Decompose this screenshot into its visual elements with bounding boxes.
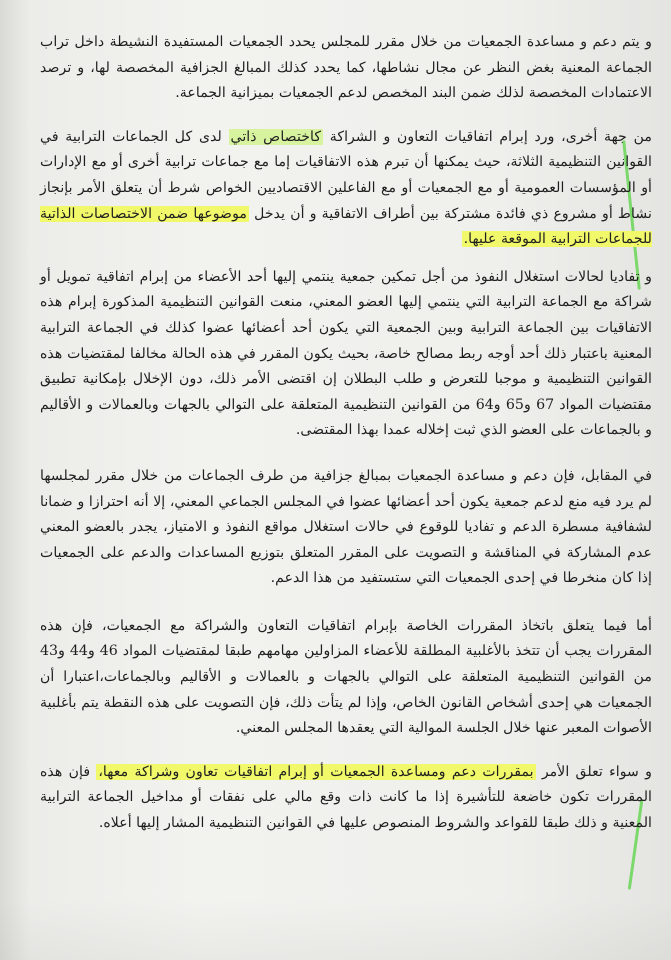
- green-highlight-text: كاختصاص ذاتي: [230, 128, 322, 145]
- page-shadow: [0, 900, 671, 960]
- paragraph-lump-sum-support: [40, 464, 652, 592]
- paragraph-text: و تفاديا لحالات استغلال النفوذ من أجل تمكين جمعية ينتمي إليها أحد الأعضاء من إبرام اتفاقية تمويل أو شراكة مع الجماعة الترابية التي ينتمي إليها العضو المعني، منعت القوانين التنظيمية المذكورة إبرام هذه الاتفاقيات بين الجماعة الترابية وبين الجمعية التي يكون أحد أعضائها عضوا كذلك في الجماعة الترابية المعنية باعتبار ذلك أحد أوجه ربط مصالح خاصة، بحيث يكون المقرر في هذه الحالة مخالفا لمقتضيات هذه القوانين التنظيمية و موجبا للتعرض و طلب البطلان إن اقتضى الأمر ذلك، دون الإخلال بإمكانية تطبيق مقتضيات المواد 67 و65 و64 من القوانين التنظيمية المتعلقة على التوالي بالجهات وبالعمالات و الأقاليم و بالجماعات على العضو الذي ثبت إخلاله عمدا بهذا المقتضى.: [40, 268, 652, 439]
- paragraph-text: أما فيما يتعلق باتخاذ المقررات الخاصة بإبرام اتفاقيات التعاون والشراكة مع الجمعيات، فإن هذه المقررات يجب أن تتخذ بالأغلبية المطلقة للأعضاء المزاولين مهامهم طبقا لمقتضيات المواد 46 و44 و43 من القوانين التنظيمية المتعلقة على التوالي بالجهات و بالعمالات و الأقاليم وبالجماعات،اعتبارا أن الجمعيات هي إحدى أشخاص القانون الخاص، وإذا لم يتأت ذلك، فإن التصويت على هذه النقطة يتم بأغلبية الأصوات المعبر عنها خلال الجلسة الموالية التي يعقدها المجلس المعني.: [40, 617, 652, 737]
- paragraph-support-decision: [40, 30, 652, 107]
- paragraph-text: و يتم دعم و مساعدة الجمعيات من خلال مقرر للمجلس يحدد الجمعيات المستفيدة النشيطة داخل تراب الجماعة المعنية بغض النظر عن مجال نشاطها، كما يحدد كذلك المبالغ الجزافية المخصصة لها، و ترصد الاعتمادات المخصصة لذلك ضمن البند المخصص لدعم الجمعيات بميزانية الجماعة.: [40, 34, 652, 102]
- paragraph-text: لدى كل الجماعات الترابية في القوانين التنظيمية الثلاثة، حيث يمكنها أن تبرم هذه الاتفاقيات إما مع جماعات ترابية أخرى أو مع الإدارات أو المؤسسات العمومية أو مع الجمعيات أو مع الفاعلين الاقتصاديين الخواص شرط أن يتعلق الأمر بإنجاز نشاط أو مشروع ذي فائدة مشتركة بين أطراف الاتفاقية و أن يدخل: [40, 128, 652, 222]
- paragraph-visa-requirement: [40, 760, 652, 837]
- document-body: [40, 30, 652, 837]
- paragraph-voting-majority: [40, 614, 652, 742]
- paragraph-text: من جهة أخرى، ورد إبرام اتفاقيات التعاون و الشراكة: [323, 128, 652, 145]
- paragraph-text: في المقابل، فإن دعم و مساعدة الجمعيات بمبالغ جزافية من طرف الجماعات من خلال مقرر لمجلسها لم يرد فيه منع لدعم جمعية يكون أحد أعضائها عضوا في المجلس الجماعي المعني، إلا أنه احترازا و ضمانا لشفافية مسطرة الدعم و تفاديا للوقوع في حالات استغلال مواقع النفوذ و الامتياز، يجدر بالعضو المعني عدم المشاركة في المناقشة و التصويت على المقرر المتعلق بتوزيع المساعدات والدعم على الجمعيات إذا كان منخرطا في إحدى الجمعيات التي ستستفيد من هذا الدعم.: [40, 467, 652, 587]
- paragraph-cooperation-agreements: [40, 125, 652, 253]
- paragraph-conflict-of-interest: [40, 265, 652, 444]
- paragraph-text: و سواء تعلق الأمر: [535, 763, 652, 780]
- paragraph-text: فإن هذه المقررات تكون خاضعة للتأشيرة إذا ما كانت ذات وقع مالي على نفقات أو مداخيل الجماعة الترابية المعنية و ذلك طبقا للقواعد والشروط المنصوص عليها في القوانين التنظيمية المشار إليها أعلاه.: [40, 763, 652, 832]
- yellow-highlight-text: بمقررات دعم ومساعدة الجمعيات أو إبرام اتفاقيات تعاون وشراكة معها،: [98, 763, 534, 780]
- yellow-highlight-text: موضوعها ضمن الاختصاصات الذاتية للجماعات الترابية الموقعة عليها.: [40, 205, 652, 248]
